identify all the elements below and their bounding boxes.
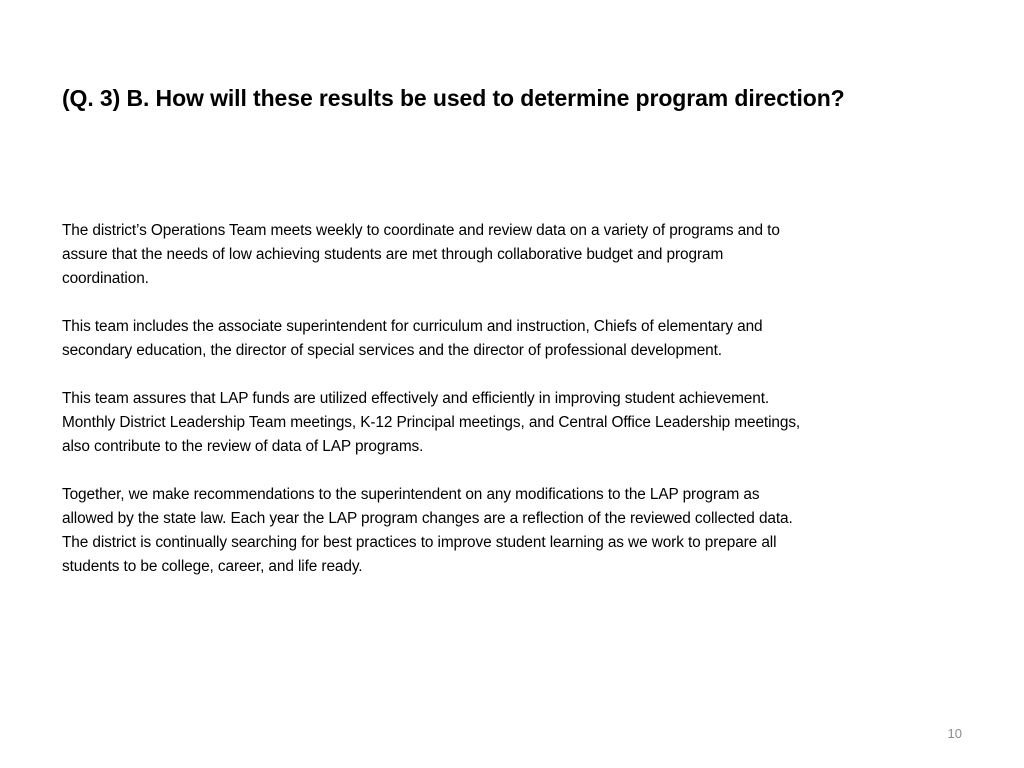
slide-body xyxy=(62,219,962,603)
text-line: students to be college, career, and life ready. xyxy=(62,558,363,575)
paragraph-operations-team xyxy=(62,219,962,291)
paragraph-team-members xyxy=(62,315,962,363)
paragraph-recommendations xyxy=(62,483,962,579)
text-line: Monthly District Leadership Team meetings, K-12 Principal meetings, and Central Office Leadership meetings, xyxy=(62,414,801,431)
text-line: The district is continually searching for best practices to improve student learning as we work to prepare all xyxy=(62,534,777,551)
page-number: 10 xyxy=(947,726,962,741)
paragraph-lap-funds xyxy=(62,387,962,459)
text-line: allowed by the state law. Each year the LAP program changes are a reflection of the reviewed collected data. xyxy=(62,510,793,527)
slide-title: (Q. 3) B. How will these results be used to determine program direction? xyxy=(62,85,845,111)
text-line: assure that the needs of low achieving students are met through collaborative budget and program xyxy=(62,246,724,263)
text-line: The district’s Operations Team meets weekly to coordinate and review data on a variety of programs and to xyxy=(62,222,780,239)
text-line: This team includes the associate superintendent for curriculum and instruction, Chiefs of elementary and xyxy=(62,318,763,335)
text-line: secondary education, the director of special services and the director of professional development. xyxy=(62,342,722,359)
text-line: also contribute to the review of data of LAP programs. xyxy=(62,438,424,455)
text-line: coordination. xyxy=(62,270,149,287)
text-line: Together, we make recommendations to the superintendent on any modifications to the LAP program as xyxy=(62,486,760,503)
text-line: This team assures that LAP funds are utilized effectively and efficiently in improving student achievement. xyxy=(62,390,770,407)
